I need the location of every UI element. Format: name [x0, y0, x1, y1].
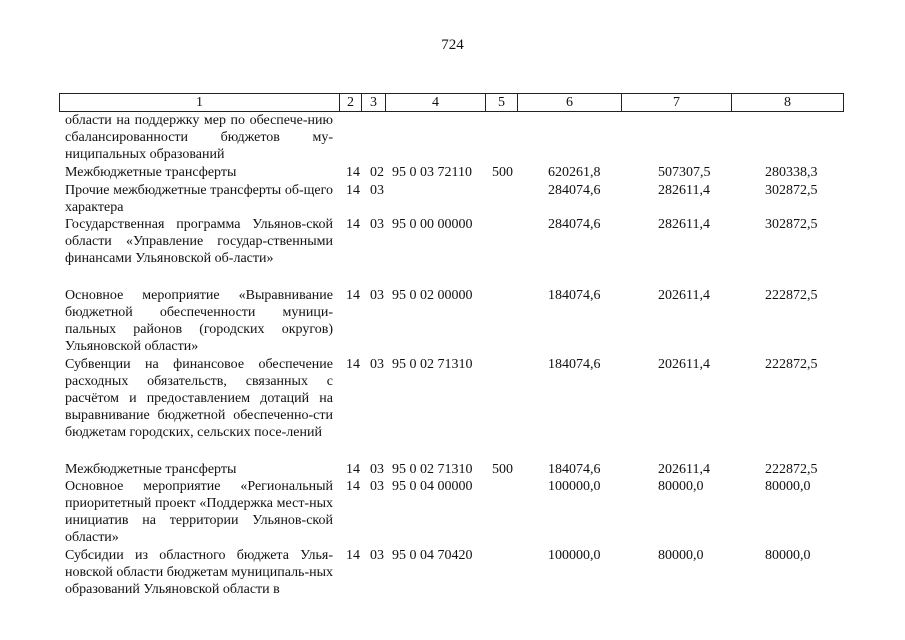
row-target-code: 95 0 02 71310	[392, 357, 473, 372]
row-amount-col8: 80000,0	[765, 548, 811, 563]
row-amount-col6: 284074,6	[548, 217, 601, 232]
column-header-6: 6	[518, 94, 622, 112]
row-description: Субвенции на финансовое обеспечение расходных обязательств, связанных с расчётом и предоставлением дотаций на выравнивание бюджетной обеспеченно-сти бюджетам городских, сельских посе-лений	[65, 357, 333, 440]
row-amount-col8: 222872,5	[765, 357, 818, 372]
row-description: области на поддержку мер по обеспече-нию сбалансированности бюджетов му-ниципальных образований	[65, 113, 333, 162]
row-subsection: 03	[370, 548, 384, 563]
row-section: 14	[346, 462, 360, 477]
row-amount-col7: 80000,0	[658, 479, 704, 494]
row-subsection: 02	[370, 165, 384, 180]
row-amount-col7: 507307,5	[658, 165, 711, 180]
row-section: 14	[346, 217, 360, 232]
row-target-code: 95 0 02 71310	[392, 462, 473, 477]
column-header-7: 7	[622, 94, 732, 112]
row-description: Основное мероприятие «Региональный приоритетный проект «Поддержка мест-ных инициатив на территории Ульянов-ской области»	[65, 479, 333, 545]
row-description: Субсидии из областного бюджета Улья-новской области бюджетам муниципаль-ных образований Ульяновской области в	[65, 548, 333, 597]
row-section: 14	[346, 183, 360, 198]
row-section: 14	[346, 357, 360, 372]
row-section: 14	[346, 479, 360, 494]
row-expense-type: 500	[492, 165, 513, 180]
row-target-code: 95 0 00 00000	[392, 217, 473, 232]
row-amount-col7: 202611,4	[658, 357, 710, 372]
row-amount-col6: 184074,6	[548, 288, 601, 303]
row-amount-col8: 222872,5	[765, 288, 818, 303]
row-amount-col7: 282611,4	[658, 183, 710, 198]
row-amount-col7: 202611,4	[658, 288, 710, 303]
row-amount-col7: 202611,4	[658, 462, 710, 477]
row-subsection: 03	[370, 183, 384, 198]
row-target-code: 95 0 03 72110	[392, 165, 472, 180]
row-amount-col8: 222872,5	[765, 462, 818, 477]
row-amount-col8: 302872,5	[765, 183, 818, 198]
row-amount-col6: 284074,6	[548, 183, 601, 198]
row-subsection: 03	[370, 357, 384, 372]
row-description: Межбюджетные трансферты	[65, 165, 237, 180]
column-header-row	[60, 94, 844, 112]
row-amount-col7: 80000,0	[658, 548, 704, 563]
row-subsection: 03	[370, 479, 384, 494]
row-amount-col6: 620261,8	[548, 165, 601, 180]
row-subsection: 03	[370, 288, 384, 303]
row-amount-col8: 302872,5	[765, 217, 818, 232]
row-subsection: 03	[370, 462, 384, 477]
row-amount-col6: 100000,0	[548, 479, 601, 494]
row-section: 14	[346, 288, 360, 303]
row-amount-col8: 80000,0	[765, 479, 811, 494]
row-section: 14	[346, 548, 360, 563]
row-description: Государственная программа Ульянов-ской области «Управление государ-ственными финансами Ульяновской об-ласти»	[65, 217, 333, 266]
column-header-3: 3	[362, 94, 386, 112]
column-header-table	[59, 93, 844, 112]
row-description: Межбюджетные трансферты	[65, 462, 237, 477]
row-amount-col6: 100000,0	[548, 548, 601, 563]
row-amount-col8: 280338,3	[765, 165, 818, 180]
row-target-code: 95 0 04 70420	[392, 548, 473, 563]
row-section: 14	[346, 165, 360, 180]
row-amount-col7: 282611,4	[658, 217, 710, 232]
row-description: Прочие межбюджетные трансферты об-щего характера	[65, 183, 333, 215]
row-expense-type: 500	[492, 462, 513, 477]
row-target-code: 95 0 02 00000	[392, 288, 473, 303]
row-amount-col6: 184074,6	[548, 462, 601, 477]
page-number: 724	[441, 37, 464, 53]
column-header-1: 1	[60, 94, 340, 112]
row-subsection: 03	[370, 217, 384, 232]
column-header-8: 8	[732, 94, 844, 112]
column-header-4: 4	[386, 94, 486, 112]
column-header-2: 2	[340, 94, 362, 112]
row-amount-col6: 184074,6	[548, 357, 601, 372]
row-description: Основное мероприятие «Выравнивание бюджетной обеспеченности муници-пальных районов (городских округов) Ульяновской области»	[65, 288, 333, 354]
column-header-5: 5	[486, 94, 518, 112]
row-target-code: 95 0 04 00000	[392, 479, 473, 494]
